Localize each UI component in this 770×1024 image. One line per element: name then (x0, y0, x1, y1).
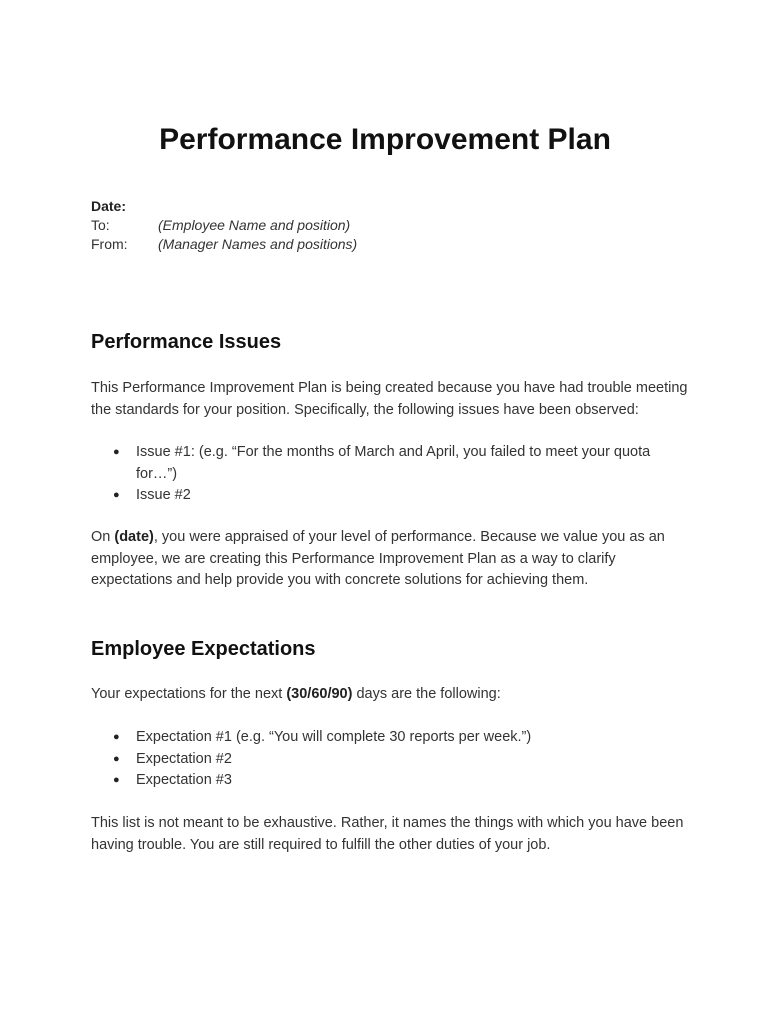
bullet-dot-icon: ● (113, 774, 120, 786)
appraisal-prefix: On (91, 529, 115, 545)
appraisal-paragraph (91, 527, 691, 592)
date-label: Date: (91, 198, 127, 214)
closing-paragraph: This list is not meant to be exhaustive. Rather, it names the things with which you have been having trouble. You are still required to fulfill the other duties of your job. (91, 815, 684, 853)
from-value: (Manager Names and positions) (158, 236, 358, 252)
list-item (113, 770, 673, 792)
issues-list (113, 442, 673, 507)
appraisal-date-placeholder: (date) (114, 529, 154, 545)
issue-2-text: Issue #2 (136, 487, 191, 503)
memo-header (91, 197, 357, 254)
to-label: To: (91, 217, 110, 233)
expectations-days-placeholder: (30/60/90) (286, 686, 353, 702)
performance-issues-heading: Performance Issues (91, 331, 282, 353)
issue-1-text: Issue #1: (e.g. “For the months of March and April, you failed to meet your quota for…”) (136, 444, 651, 482)
expectations-intro-suffix: days are the following: (352, 686, 501, 702)
from-label: From: (91, 236, 128, 252)
list-item (113, 749, 673, 771)
list-item (113, 442, 673, 485)
document-title: Performance Improvement Plan (159, 123, 611, 156)
bullet-dot-icon: ● (113, 752, 120, 765)
expectation-3-text: Expectation #3 (136, 772, 232, 788)
appraisal-suffix: , you were appraised of your level of performance. Because we value you as an employee, we are creating this Performance Improvement Plan as a way to clarify expectations and help provide you with concrete solutions for achieving them. (91, 529, 665, 588)
date-row (91, 197, 357, 216)
bullet-dot-icon: ● (113, 446, 120, 458)
to-value: (Employee Name and position) (158, 217, 351, 233)
expectations-list (113, 727, 673, 792)
bullet-dot-icon: ● (113, 489, 120, 501)
list-item (113, 485, 673, 507)
to-row (91, 216, 357, 235)
from-row (91, 235, 357, 254)
expectations-intro (91, 684, 691, 706)
expectation-1-text: Expectation #1 (e.g. “You will complete 30 reports per week.”) (136, 729, 532, 745)
expectations-intro-prefix: Your expectations for the next (91, 686, 287, 702)
bullet-dot-icon: ● (113, 731, 120, 743)
performance-issues-intro: This Performance Improvement Plan is being created because you have had trouble meeting the standards for your position. Specifically, the following issues have been observed: (91, 380, 688, 418)
employee-expectations-heading: Employee Expectations (91, 638, 316, 660)
list-item (113, 727, 673, 749)
expectation-2-text: Expectation #2 (136, 750, 232, 767)
